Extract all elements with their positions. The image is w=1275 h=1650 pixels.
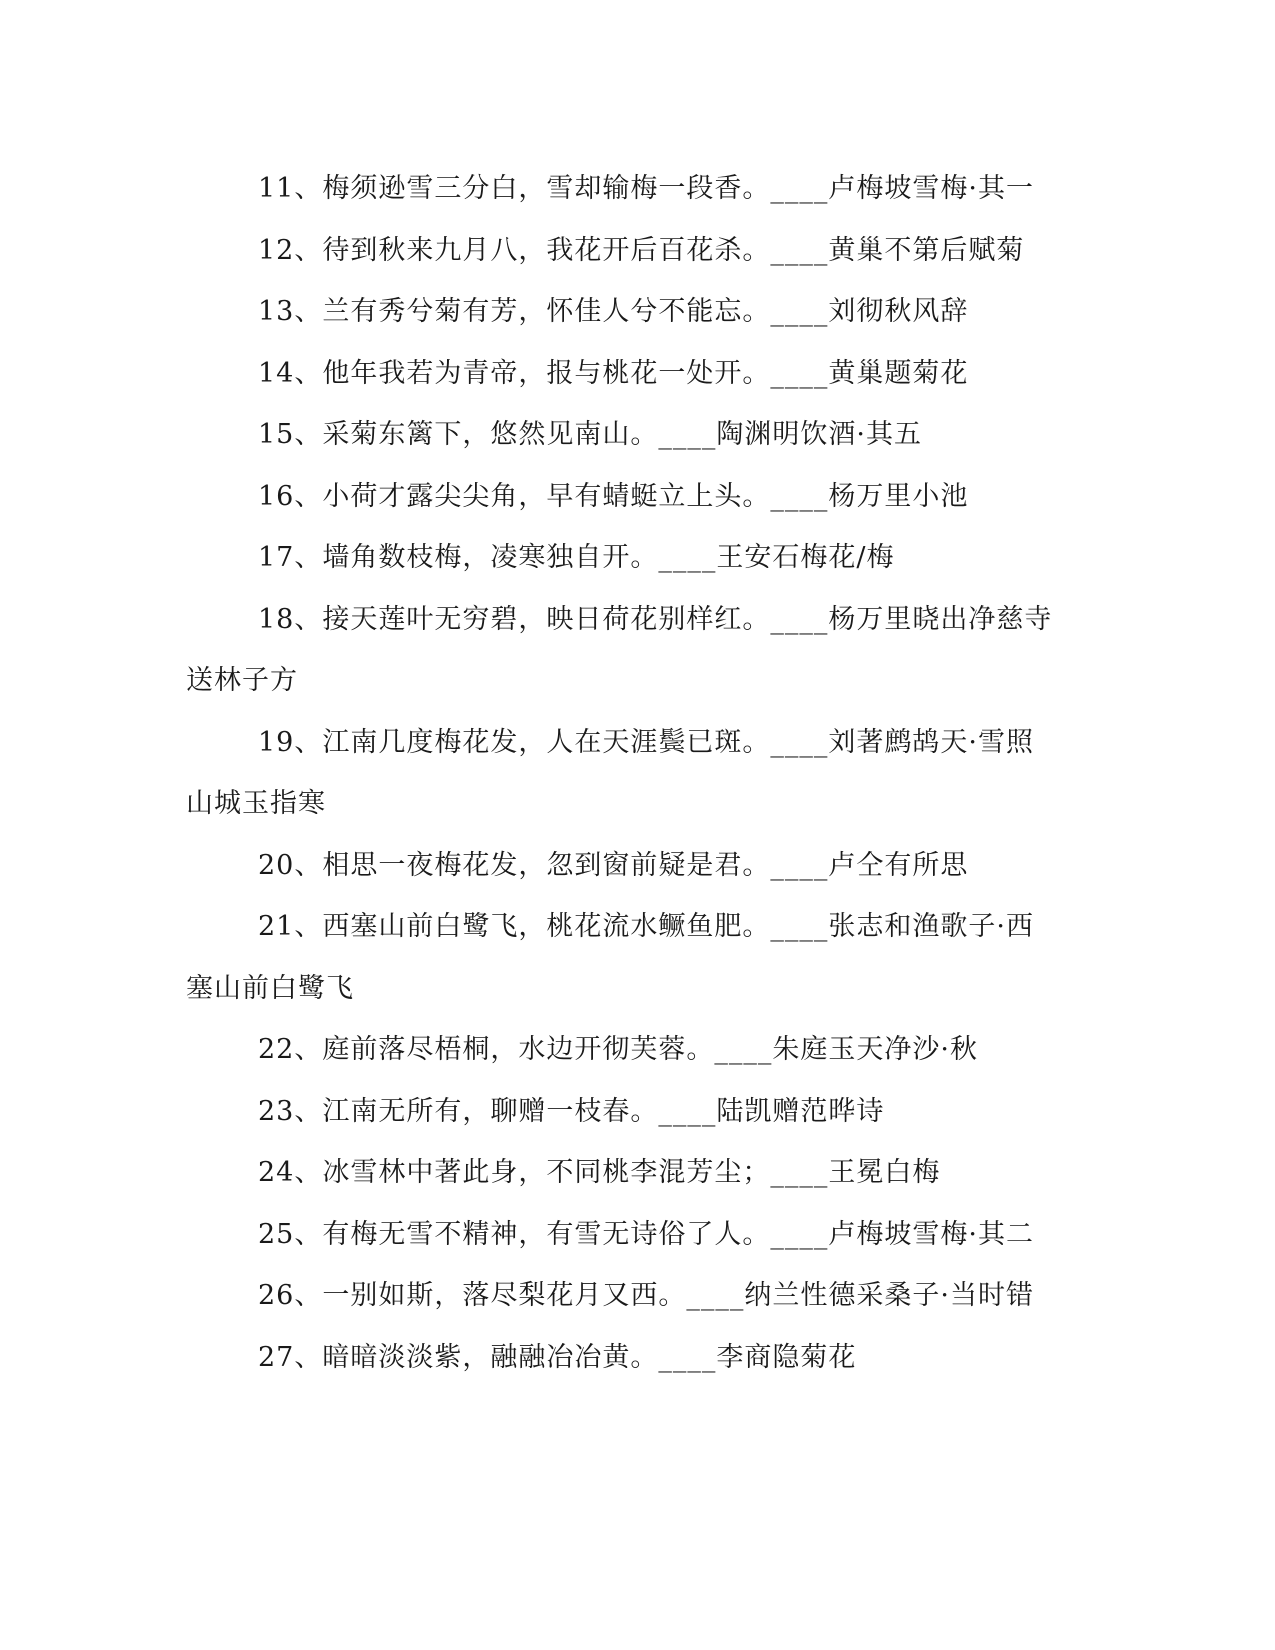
poem-line: 20、相思一夜梅花发，忽到窗前疑是君。____卢仝有所思 (258, 849, 969, 881)
poem-line: 17、墙角数枝梅，凌寒独自开。____王安石梅花/梅 (258, 542, 895, 573)
poem-line-continuation: 塞山前白鹭飞 (186, 972, 354, 1004)
poem-line: 13、兰有秀兮菊有芳，怀佳人兮不能忘。____刘彻秋风辞 (258, 296, 969, 327)
poem-line: 25、有梅无雪不精神，有雪无诗俗了人。____卢梅坡雪梅·其二 (258, 1218, 1034, 1250)
poem-line: 23、江南无所有，聊赠一枝春。____陆凯赠范晔诗 (258, 1095, 885, 1127)
poem-line: 27、暗暗淡淡紫，融融冶冶黄。____李商隐菊花 (258, 1341, 857, 1373)
poem-line-continuation: 山城玉指寒 (186, 788, 326, 819)
poem-line: 26、一别如斯，落尽梨花月又西。____纳兰性德采桑子·当时错 (258, 1280, 1034, 1311)
poem-line-continuation: 送林子方 (186, 665, 298, 696)
poem-line: 15、采菊东篱下，悠然见南山。____陶渊明饮酒·其五 (258, 419, 922, 450)
poem-line: 14、他年我若为青帝，报与桃花一处开。____黄巢题菊花 (258, 357, 969, 389)
poem-list (186, 158, 1066, 1388)
poem-line: 21、西塞山前白鹭飞，桃花流水鳜鱼肥。____张志和渔歌子·西 (258, 911, 1034, 942)
poem-line: 19、江南几度梅花发，人在天涯鬓已斑。____刘著鹧鸪天·雪照 (258, 726, 1034, 758)
poem-line: 16、小荷才露尖尖角，早有蜻蜓立上头。____杨万里小池 (258, 480, 969, 512)
poem-line: 18、接天莲叶无穷碧，映日荷花别样红。____杨万里晓出净慈寺 (258, 603, 1053, 635)
poem-line: 11、梅须逊雪三分白，雪却输梅一段香。____卢梅坡雪梅·其一 (258, 173, 1034, 204)
poem-line: 12、待到秋来九月八，我花开后百花杀。____黄巢不第后赋菊 (258, 234, 1025, 266)
poem-line: 22、庭前落尽梧桐，水边开彻芙蓉。____朱庭玉天净沙·秋 (258, 1034, 978, 1065)
poem-line: 24、冰雪林中著此身，不同桃李混芳尘；____王冕白梅 (258, 1157, 941, 1188)
